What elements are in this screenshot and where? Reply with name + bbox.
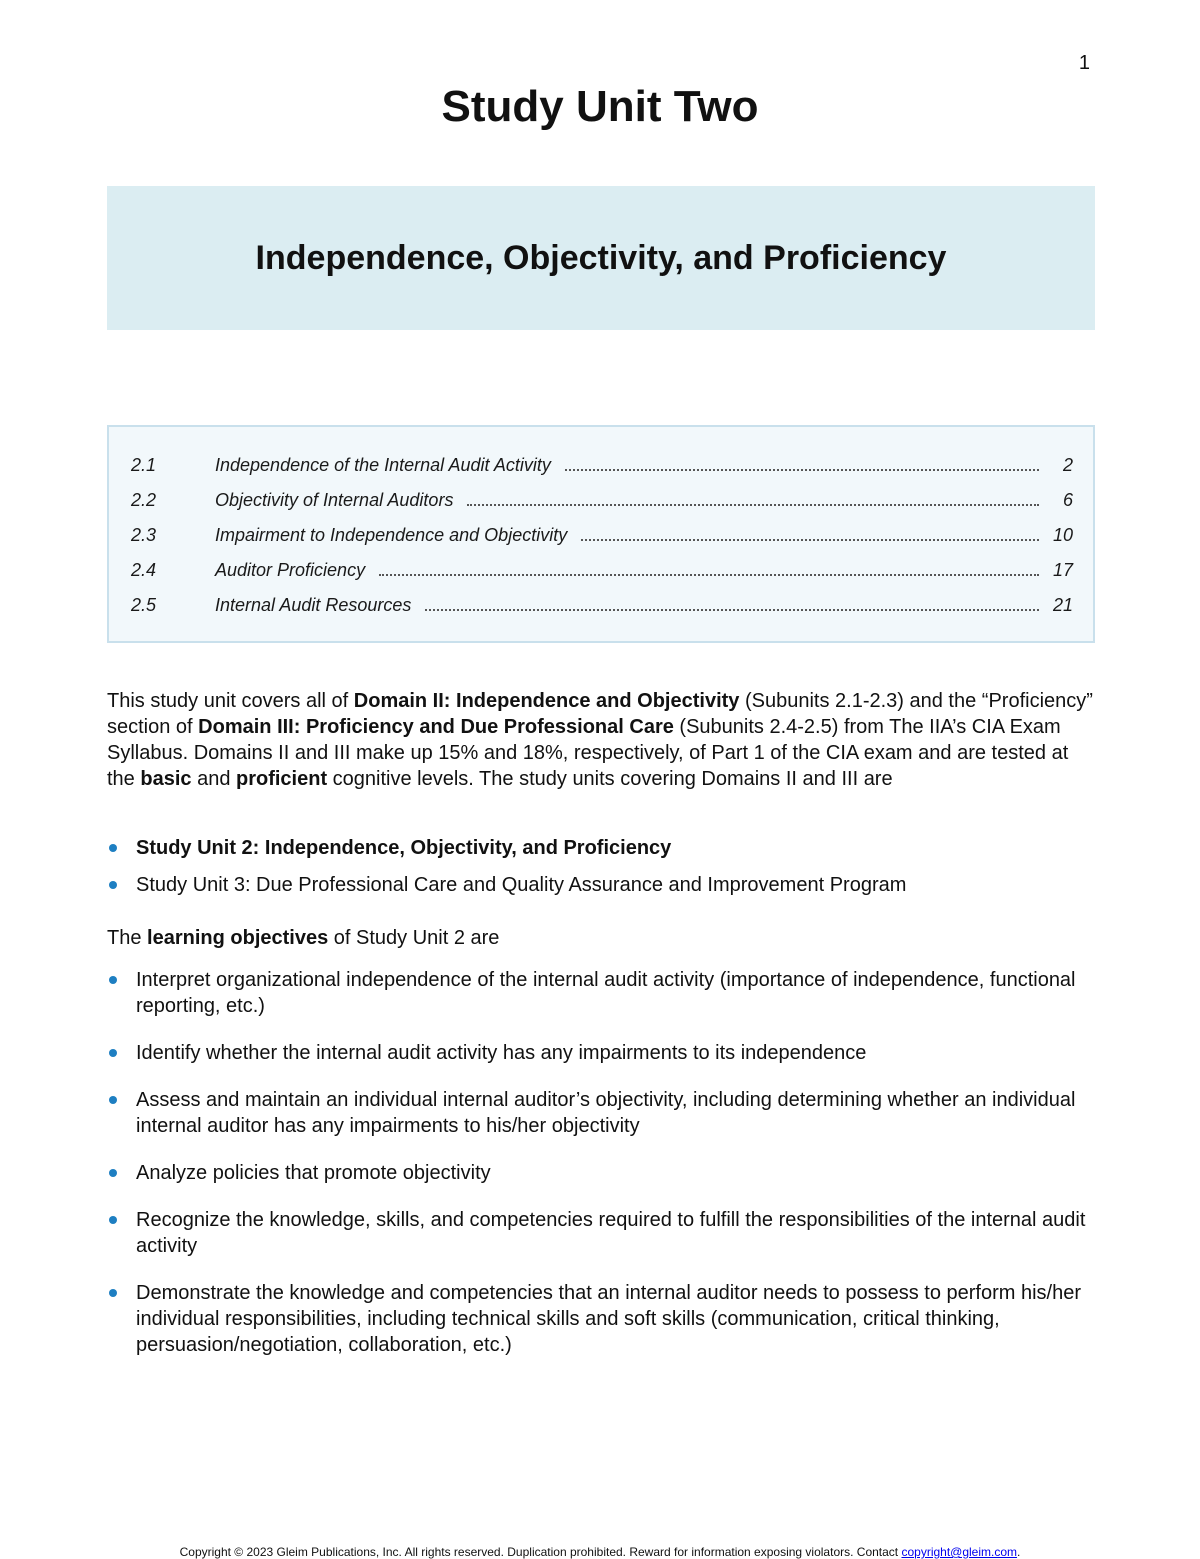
toc-page: 10 [1052,525,1073,545]
bullet-icon [109,1049,117,1057]
intro-bold: Domain II: Independence and Objectivity [353,690,740,712]
toc-page: 2 [1062,455,1073,475]
toc-page: 17 [1052,560,1073,580]
page-number: 1 [1078,52,1090,74]
intro-bold: Domain III: Proficiency and Due Professional Care [198,716,674,738]
intro-bold: basic [140,768,192,790]
toc-entry[interactable] [131,524,1073,550]
list-item [107,1207,1097,1259]
list-item [107,967,1097,1019]
intro-bold: proficient [236,768,328,790]
toc-leader [467,489,1039,506]
learning-objectives-list [107,967,1097,1379]
list-item [107,872,1097,898]
list-item-text: Analyze policies that promote objectivity [136,1162,491,1184]
list-item-text: Study Unit 2: Independence, Objectivity, and Proficiency [136,837,672,859]
toc-number: 2.5 [131,595,157,615]
intro-text: cognitive levels. The study units covering Domains II and III are [327,768,893,790]
contact-email-link[interactable]: copyright@gleim.com [901,1545,1018,1559]
toc-title: Auditor Proficiency [215,560,366,580]
list-item [107,1280,1097,1358]
study-units-list [107,835,1097,909]
intro-bold: learning objectives [147,927,329,949]
list-item [107,1160,1097,1186]
footer-text: . [1017,1545,1021,1559]
toc-leader [581,524,1039,541]
list-item-text: Identify whether the internal audit activity has any impairments to its independence [136,1042,867,1064]
toc-page: 21 [1052,595,1073,615]
toc-number: 2.2 [131,490,157,510]
intro-paragraph [107,688,1097,792]
subtitle-banner [107,186,1095,330]
list-item-text: Study Unit 3: Due Professional Care and Quality Assurance and Improvement Program [136,874,907,896]
list-item [107,835,1097,861]
table-of-contents [107,425,1095,643]
toc-leader [565,454,1039,471]
learning-objectives-intro [107,925,1097,951]
bullet-icon [109,1216,117,1224]
toc-number: 2.4 [131,560,157,580]
toc-entry[interactable] [131,489,1073,515]
list-item-text: Recognize the knowledge, skills, and competencies required to fulfill the responsibilities of the internal audit activity [136,1209,1086,1257]
toc-title: Impairment to Independence and Objectivity [215,525,568,545]
unit-title: Study Unit Two [441,82,759,131]
toc-title: Independence of the Internal Audit Activity [215,455,551,475]
toc-leader [379,559,1039,576]
toc-number: 2.3 [131,525,157,545]
toc-number: 2.1 [131,455,157,475]
intro-text: This study unit covers all of [107,690,354,712]
bullet-icon [109,844,117,852]
bullet-icon [109,1289,117,1297]
list-item [107,1087,1097,1139]
toc-entry[interactable] [131,559,1073,585]
intro-text: of Study Unit 2 are [328,927,500,949]
subtitle: Independence, Objectivity, and Proficiency [255,238,947,277]
list-item-text: Assess and maintain an individual internal auditor’s objectivity, including determining whether an individual internal auditor has any impairments to his/her objectivity [136,1089,1076,1137]
bullet-icon [109,976,117,984]
copyright-footer [0,1545,1200,1559]
list-item-text: Interpret organizational independence of the internal audit activity (importance of independence, functional reporting, etc.) [136,969,1076,1017]
toc-entry[interactable] [131,454,1073,480]
list-item-text: Demonstrate the knowledge and competencies that an internal auditor needs to possess to perform his/her individual responsibilities, including technical skills and soft skills (communication, critical thinking, persuasion/negotiation, collaboration, etc.) [136,1282,1081,1356]
intro-text: and [191,768,236,790]
intro-text: (Subunits 2.4-2.5) from The IIA’s CIA Exam Syllabus. Domains II and III make up 15% and 18%, respectively, of Part 1 of the CIA exam and are tested at the [107,716,1069,790]
toc-title: Internal Audit Resources [215,595,412,615]
bullet-icon [109,1169,117,1177]
list-item [107,1040,1097,1066]
intro-text: The [107,927,148,949]
toc-title: Objectivity of Internal Auditors [215,490,454,510]
footer-text: Copyright © 2023 Gleim Publications, Inc. All rights reserved. Duplication prohibited. Reward for information exposing violators. Contact [179,1545,902,1559]
toc-page: 6 [1062,490,1073,510]
bullet-icon [109,881,117,889]
toc-entry[interactable] [131,594,1073,620]
intro-text: (Subunits 2.1-2.3) and the “Proficiency” section of [107,690,1093,738]
bullet-icon [109,1096,117,1104]
toc-leader [425,594,1039,611]
